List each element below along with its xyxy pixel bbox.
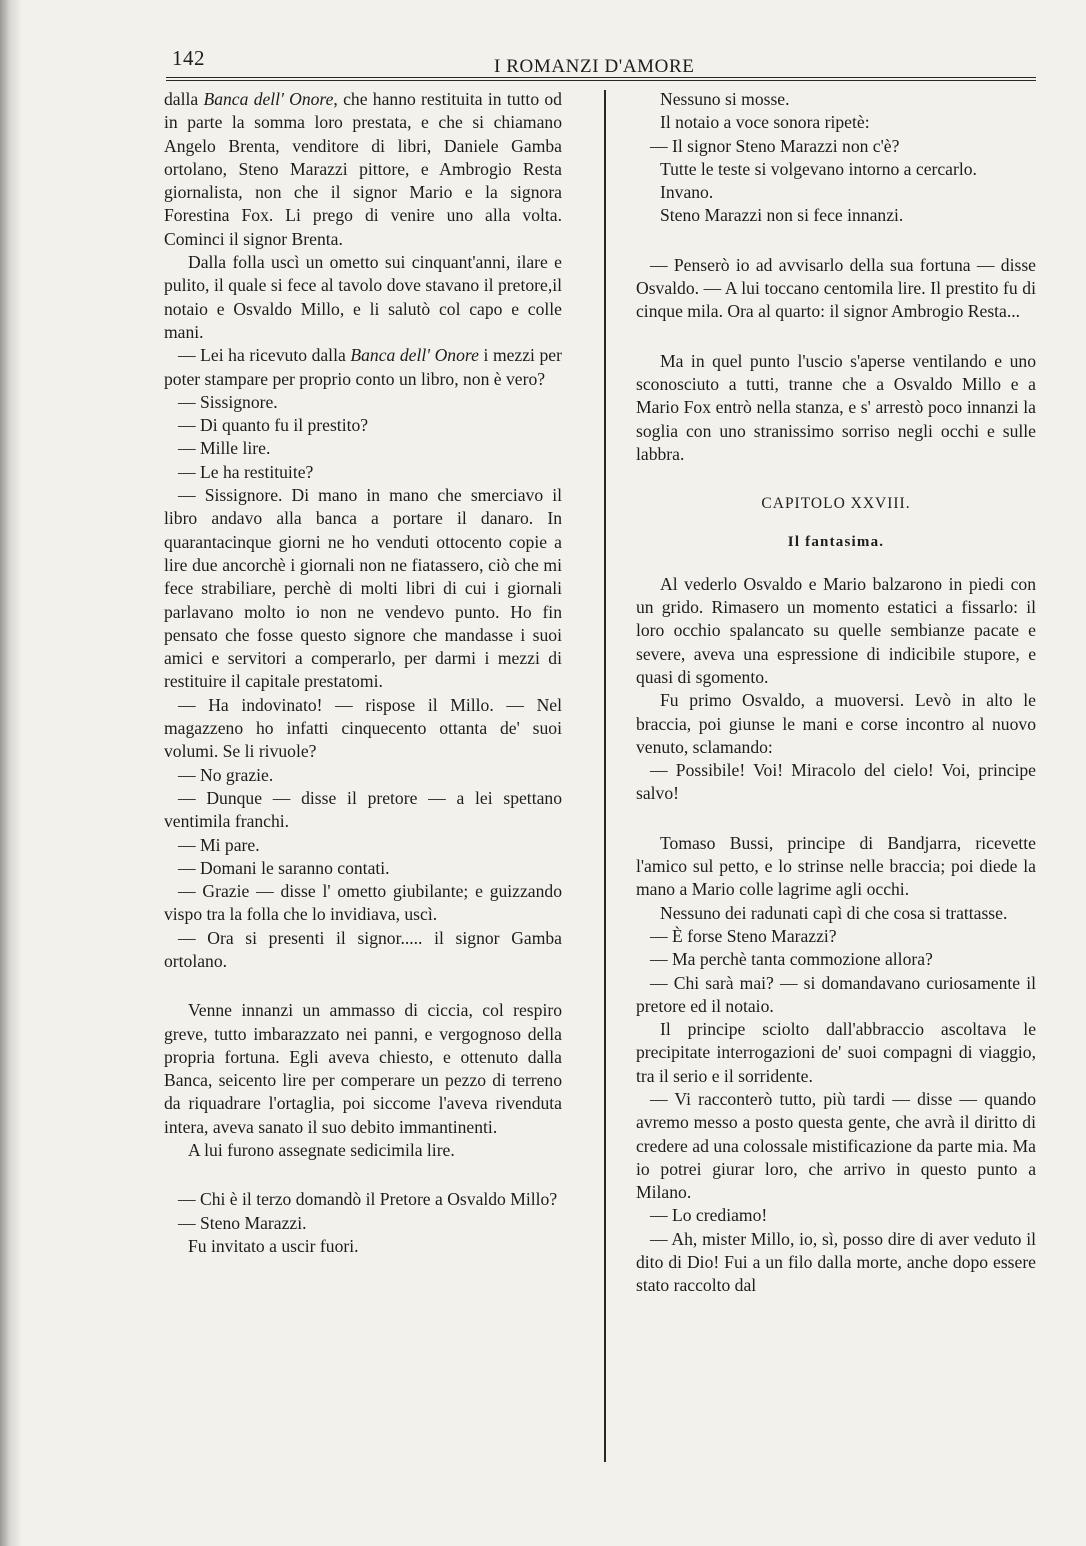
paragraph: Dalla folla uscì un ometto sui cinquant'anni, ilare e pulito, il quale si fece al tavolo dove stavano il pretore,il notaio e Osvaldo Millo, e li salutò col capo e colle mani. [164,252,562,342]
column-divider [604,90,606,1462]
section-break [636,228,1036,254]
paragraph: Steno Marazzi non si fece innanzi. [660,205,904,226]
paragraph: Tutte le teste si volgevano intorno a cercarlo. [660,158,977,179]
paragraph: Al vederlo Osvaldo e Mario balzarono in piedi con un grido. Rimasero un momento estatici a fissarlo: il loro occhio spalancato su quelle sembianze pacate e severe, aveva una espressione di indicibile stupore, e quasi di sgomento. [636,573,1036,687]
paragraph: — Lei ha ricevuto dalla Banca dell' Onore i mezzi per poter stampare per proprio conto un libro, non è vero? [164,345,562,389]
dialogue-line: — Il signor Steno Marazzi non c'è? [650,135,900,156]
paragraph: Il principe sciolto dall'abbraccio ascoltava le precipitate interrogazioni de' suoi compagni di viaggio, tra il serio e il sorridente. [636,1019,1036,1086]
section-break [164,973,562,999]
dialogue-line: — Penserò io ad avvisarlo della sua fortuna — disse Osvaldo. — A lui toccano centomila lire. Il prestito fu di cinque mila. Ora al quarto: il signor Ambrogio Resta... [636,254,1036,322]
dialogue-line: — Ha indovinato! — rispose il Millo. — Nel magazzeno ho infatti cinquecento ottanta de' suoi volumi. Se li rivuole? [164,694,562,762]
dialogue-line: — Sissignore. [178,391,278,412]
dialogue-line: — Mi pare. [178,834,260,855]
dialogue-line: — Chi sarà mai? — si domandavano curiosamente il pretore ed il notaio. [636,972,1036,1016]
page-number: 142 [172,46,205,70]
bank-name: Banca dell' Onore [350,345,479,366]
dialogue-line: — Ah, mister Millo, io, sì, posso dire di aver veduto il dito di Dio! Fui a un filo dalla morte, anche dopo essere stato raccolto dal [636,1228,1036,1296]
dialogue-line: — È forse Steno Marazzi? [650,925,837,946]
section-break [636,324,1036,350]
dialogue-line: — Possibile! Voi! Miracolo del cielo! Voi, principe salvo! [636,760,1036,804]
paragraph: Fu primo Osvaldo, a muoversi. Levò in alto le braccia, poi giunse le mani e corse incontro al nuovo venuto, sclamando: [636,690,1036,757]
dialogue-line: — Mille lire. [178,438,271,459]
dialogue-line: — Dunque — disse il pretore — a lei spettano ventimila franchi. [164,787,562,832]
section-break [636,806,1036,832]
chapter-title: Il fantasima. [787,534,885,551]
dialogue-line: — Vi racconterò tutto, più tardi — disse — quando avremo messo a posto questa gente, che avrà il diritto di credere ad una colossale mistificazione da parte mia. Ma io potrei giurar loro, che arrivo in questo punto a Milano. [636,1088,1036,1203]
running-title: I ROMANZI D'AMORE [494,56,695,77]
dialogue-line: — Di quanto fu il prestito? [178,415,369,436]
paragraph: A lui furono assegnate sedicimila lire. [188,1140,455,1161]
paragraph: Nessuno si mosse. [660,89,790,109]
right-column [636,88,1036,1298]
bank-name: Banca dell' Onore [203,89,334,109]
page-binding-edge [0,0,22,1546]
section-break [164,1162,562,1188]
dialogue-line: — Ma perchè tanta commozione allora? [650,949,933,970]
dialogue-line: — No grazie. [178,764,274,785]
dialogue-line: — Lo crediamo! [650,1205,768,1226]
dialogue-line: — Ora si presenti il signor..... il signor Gamba ortolano. [164,927,562,971]
dialogue-line: — Sissignore. Di mano in mano che smerciavo il libro andavo alla banca a portare il danaro. In quarantacinque giorni ne ho venduti ottocento copie a lire due ancorchè i giornali non ne fiatassero, ciò che mi fece strabiliare, perchè di molti libri di cui i giornali parlavano molto io non ne vendevo punto. Ho fin pensato che fosse questo signore che mandasse i suoi amici e servitori a comperarlo, per darmi i mezzi di restituire il capitale prestatomi. [164,485,562,692]
paragraph: Ma in quel punto l'uscio s'aperse ventilando e uno sconosciuto a tutti, tranne che a Osvaldo Millo e a Mario Fox entrò nella stanza, e s' arrestò poco innanzi la soglia con uno stranissimo sorriso negli occhi e sulle labbra. [636,350,1036,464]
paragraph: Venne innanzi un ammasso di ciccia, col respiro greve, tutto imbarazzato nei panni, e vergognoso della propria fortuna. Egli aveva chiesto, e ottenuto dalla Banca, seicento lire per comperare un pezzo di terreno da riquadrare l'ortaglia, poi siccome l'aveva rivenduta intera, aveva sanato il suo debito immantinenti. [164,1000,562,1137]
chapter-heading: CAPITOLO XXVIII. [761,495,911,513]
paragraph: Nessuno dei radunati capì di che cosa si trattasse. [660,902,1008,923]
left-column [164,88,562,1258]
paragraph: Tomaso Bussi, principe di Bandjarra, ricevette l'amico sul petto, e lo strinse nelle braccia; poi diede la mano a Mario colle lagrime agli occhi. [636,832,1036,900]
paragraph: dalla Banca dell' Onore, che hanno restituita in tutto od in parte la somma loro prestata, e che si chiamano Angelo Brenta, venditore di libri, Daniele Gamba ortolano, Steno Marazzi pittore, e Ambrogio Resta giornalista, non che il signor Mario e la signora Forestina Fox. Li prego di venire uno alla volta. Cominci il signor Brenta. [164,89,562,249]
paragraph: Fu invitato a uscir fuori. [188,1235,359,1256]
dialogue-line: — Steno Marazzi. [178,1212,307,1233]
dialogue-line: — Le ha restituite? [178,461,314,482]
header-rule [166,77,1036,81]
dialogue-line: — Chi è il terzo domandò il Pretore a Osvaldo Millo? [178,1189,558,1210]
paragraph: Il notaio a voce sonora ripetè: [660,112,870,133]
dialogue-line: — Grazie — disse l' ometto giubilante; e guizzando vispo tra la folla che lo invidiava, uscì. [164,881,562,925]
dialogue-line: — Domani le saranno contati. [178,857,390,878]
paragraph: Invano. [660,182,714,203]
